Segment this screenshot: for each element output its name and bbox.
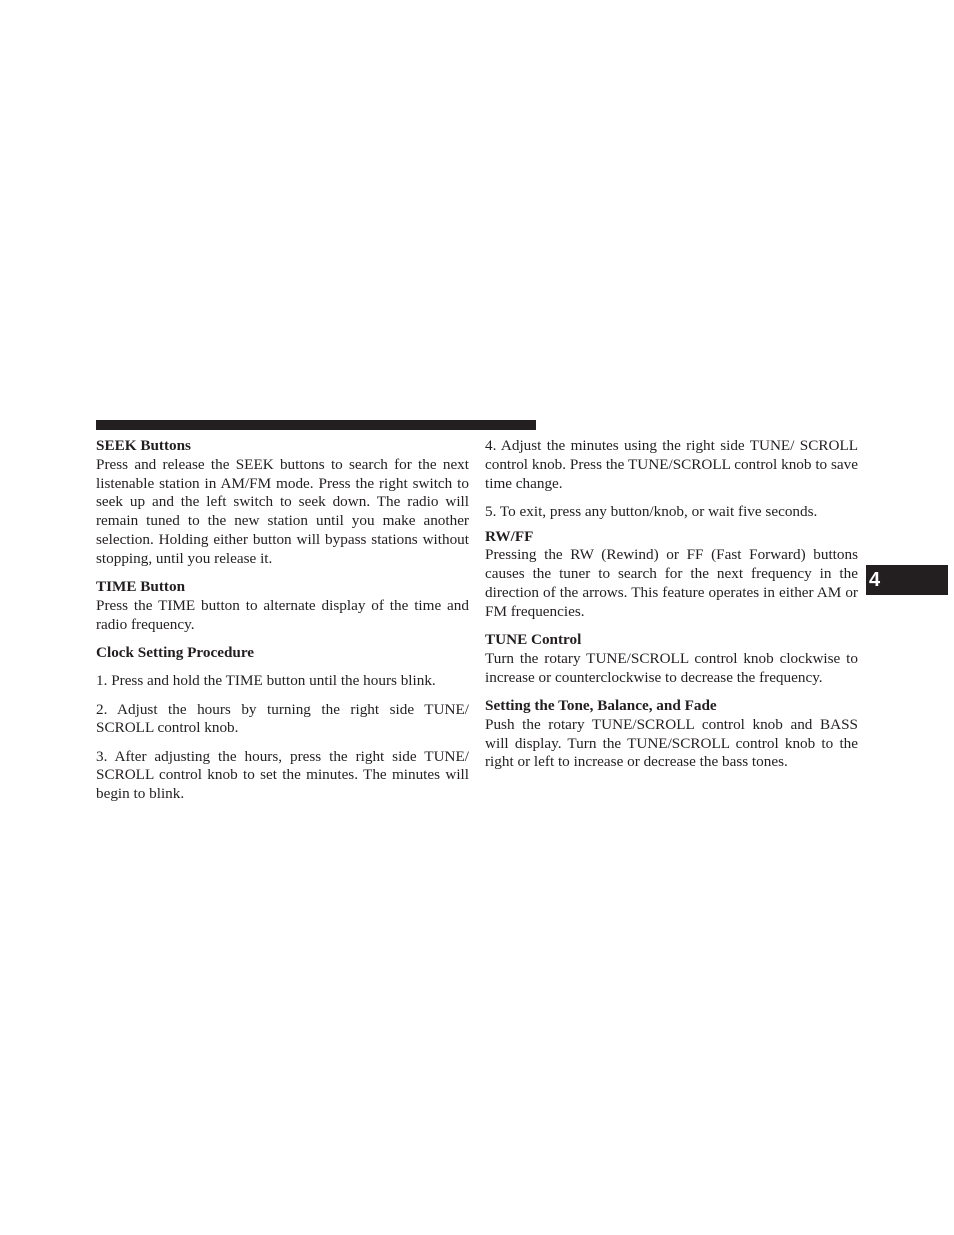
time-button-section	[96, 578, 469, 634]
time-button-heading: TIME Button	[96, 578, 186, 596]
clock-setting-heading: Clock Setting Procedure	[96, 643, 255, 661]
seek-buttons-text: Press and release the SEEK buttons to search for the next listenable station in AM/FM mode. Press the right switch to seek up and the left switch to seek down. The radio will remain tuned to the new station until you make another selection. Holding either button will bypass stations without stopping, until you release it.	[96, 455, 469, 567]
right-column	[485, 437, 858, 782]
clock-step-5: 5. To exit, press any button/knob, or wait five seconds.	[485, 502, 818, 520]
left-column	[96, 437, 469, 814]
tune-control-heading: TUNE Control	[485, 631, 582, 649]
section-top-rule	[96, 420, 536, 430]
seek-buttons-heading: SEEK Buttons	[96, 437, 191, 454]
clock-step-3: 3. After adjusting the hours, press the right side TUNE/ SCROLL control knob to set the minutes. The minutes will begin to blink.	[96, 747, 469, 803]
rwff-section	[485, 528, 858, 622]
tune-control-text: Turn the rotary TUNE/SCROLL control knob clockwise to increase or counterclockwise to decrease the frequency.	[485, 649, 858, 686]
seek-buttons-section	[96, 437, 469, 569]
rwff-text: Pressing the RW (Rewind) or FF (Fast Forward) buttons causes the tuner to search for the next frequency in the direction of the arrows. This feature operates in either AM or FM frequencies.	[485, 546, 858, 620]
clock-step-4: 4. Adjust the minutes using the right side TUNE/ SCROLL control knob. Press the TUNE/SCROLL control knob to save time change.	[485, 437, 858, 492]
rwff-heading: RW/FF	[485, 527, 534, 545]
tone-heading: Setting the Tone, Balance, and Fade	[485, 697, 717, 715]
tone-text: Push the rotary TUNE/SCROLL control knob and BASS will display. Turn the TUNE/SCROLL control knob to the right or left to increase or decrease the bass tones.	[485, 715, 858, 771]
tune-control-section	[485, 631, 858, 687]
clock-step-2: 2. Adjust the hours by turning the right side TUNE/ SCROLL control knob.	[96, 700, 469, 737]
tone-section	[485, 697, 858, 772]
chapter-tab: 4	[866, 565, 948, 595]
time-button-text: Press the TIME button to alternate display of the time and radio frequency.	[96, 596, 469, 633]
clock-setting-section	[96, 644, 469, 804]
clock-step-1: 1. Press and hold the TIME button until the hours blink.	[96, 672, 436, 690]
